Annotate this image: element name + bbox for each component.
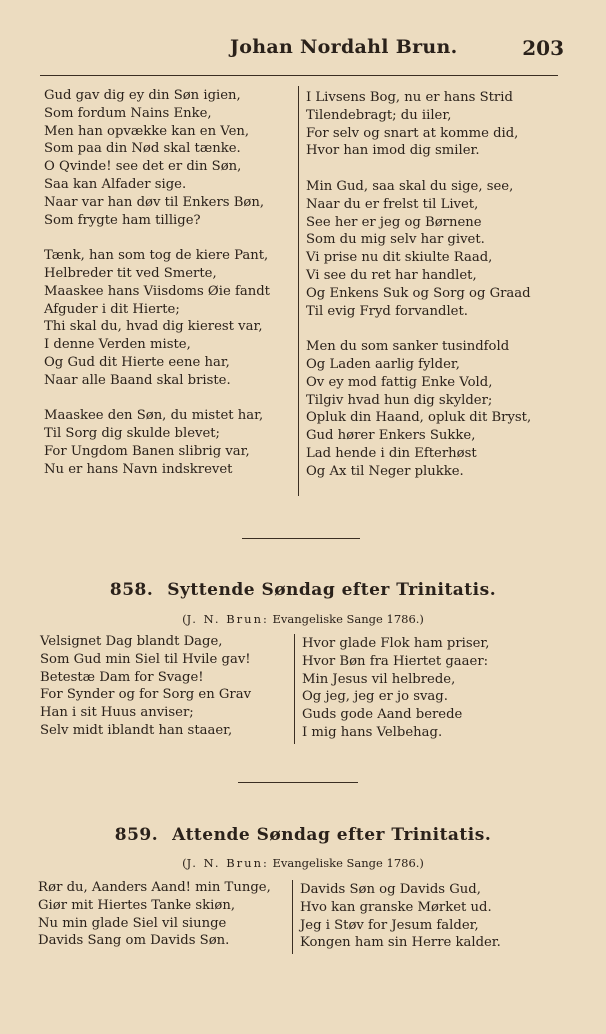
page-number: 203 [522, 36, 564, 60]
hymn-859-attribution [0, 856, 606, 870]
verse-line: I mig hans Velbehag. [302, 724, 443, 740]
verse-line: I denne Verden miste, [44, 337, 191, 353]
stanza [306, 178, 531, 320]
verse-line: Som Gud min Siel til Hvile gav! [40, 651, 251, 667]
hymn-858-left-column [40, 633, 251, 740]
verse-line: Nu er hans Navn indskrevet [44, 461, 233, 477]
verse-line: Og Ax til Neger plukke. [306, 463, 464, 479]
verse-line: Til Sorg dig skulde blevet; [44, 426, 220, 442]
verse-line: Hvor Bøn fra Hiertet gaaer: [302, 653, 489, 669]
hymn-859-right-column [300, 881, 501, 952]
verse-line: Og Gud dit Hierte eene har, [44, 354, 230, 370]
hymn-858-title [0, 580, 606, 600]
verse-line: Tilendebragt; du iiler, [306, 107, 452, 123]
verse-line: Giør mit Hiertes Tanke skiøn, [38, 897, 236, 913]
verse-line: Saa kan Alfader sige. [44, 176, 187, 192]
hymn-858-right-column [302, 635, 489, 742]
verse-line: Som frygte ham tillige? [44, 212, 201, 228]
verse-line: Naar var han døv til Enkers Bøn, [44, 194, 265, 210]
verse-line: O Qvinde! see det er din Søn, [44, 159, 242, 175]
verse-line: Naar alle Baand skal briste. [44, 372, 231, 388]
header-rule [40, 75, 558, 76]
top-right-column [306, 89, 531, 481]
verse-line: Betestæ Dam for Svage! [40, 669, 204, 685]
verse-line: Hvo kan granske Mørket ud. [300, 899, 492, 915]
verse-line: Som fordum Nains Enke, [44, 105, 212, 121]
attribution-author: J. N. Brun: [186, 612, 269, 626]
verse-line: Helbreder tit ved Smerte, [44, 265, 217, 281]
verse-line: Tænk, han som tog de kiere Pant, [44, 248, 269, 264]
verse-line: Hvor glade Flok ham priser, [302, 636, 490, 651]
verse-line: Afguder i dit Hierte; [44, 301, 180, 317]
attribution-source: Evangeliske Sange 1786.) [272, 612, 424, 626]
verse-line: Maaskee hans Viisdoms Øie fandt [44, 283, 270, 299]
verse-line: Selv midt iblandt han staaer, [40, 722, 233, 738]
verse-line: Han i sit Huus anviser; [40, 705, 194, 721]
hymn-number: 859. [114, 825, 159, 845]
verse-line: I Livsens Bog, nu er hans Strid [306, 90, 513, 105]
stanza [44, 407, 270, 478]
verse-line: Davids Søn og Davids Gud, [300, 882, 481, 897]
verse-line: Kongen ham sin Herre kalder. [300, 935, 501, 951]
verse-line: Vi see du ret har handlet, [306, 267, 477, 283]
stanza [44, 87, 270, 229]
verse-line: Velsignet Dag blandt Dage, [40, 634, 223, 649]
verse-line: Som du mig selv har givet. [306, 232, 485, 248]
verse-line: Ov ey mod fattig Enke Vold, [306, 374, 493, 390]
section-separator [242, 538, 360, 539]
hymn-859-left-column [38, 879, 271, 950]
stanza [306, 338, 531, 480]
hymn-number: 858. [109, 580, 154, 600]
stanza [44, 247, 270, 389]
page-header [40, 36, 566, 62]
hymn-859-title [0, 825, 606, 845]
stanza [306, 89, 531, 160]
verse-line: Naar du er frelst til Livet, [306, 196, 479, 212]
verse-line: Men du som sanker tusindfold [306, 339, 510, 355]
verse-line: For selv og snart at komme did, [306, 125, 519, 141]
attribution-source: Evangeliske Sange 1786.) [272, 856, 424, 870]
top-left-column [44, 87, 270, 479]
section-separator [238, 782, 358, 783]
verse-line: Men han opvække kan en Ven, [44, 123, 250, 139]
verse-line: Gud hører Enkers Sukke, [306, 428, 476, 444]
verse-line: Davids Sang om Davids Søn. [38, 933, 230, 949]
verse-line: Og Laden aarlig fylder, [306, 356, 460, 372]
verse-line: See her er jeg og Børnene [306, 214, 482, 230]
verse-line: Min Gud, saa skal du sige, see, [306, 178, 514, 194]
verse-line: Min Jesus vil helbrede, [302, 671, 456, 687]
verse-line: Gud gav dig ey din Søn igien, [44, 88, 241, 103]
column-divider [298, 86, 299, 496]
verse-line: Tilgiv hvad hun dig skylder; [306, 392, 493, 408]
verse-line: For Ungdom Banen slibrig var, [44, 443, 250, 459]
hymn-title-text: Syttende Søndag efter Trinitatis. [167, 580, 497, 600]
verse-line: Og Enkens Suk og Sorg og Graad [306, 285, 531, 301]
attribution-paren: ( [182, 612, 187, 626]
column-divider [294, 634, 295, 744]
column-divider [292, 880, 293, 954]
attribution-paren: ( [182, 856, 187, 870]
verse-line: Guds gode Aand berede [302, 707, 463, 723]
verse-line: Maaskee den Søn, du mistet har, [44, 408, 264, 424]
verse-line: For Synder og for Sorg en Grav [40, 687, 252, 703]
verse-line: Rør du, Aanders Aand! min Tunge, [38, 880, 271, 895]
verse-line: Hvor han imod dig smiler. [306, 143, 480, 159]
verse-line: Lad hende i din Efterhøst [306, 445, 477, 461]
verse-line: Vi prise nu dit skiulte Raad, [306, 250, 493, 266]
verse-line: Og jeg, jeg er jo svag. [302, 689, 448, 705]
verse-line: Til evig Fryd forvandlet. [306, 303, 468, 319]
verse-line: Thi skal du, hvad dig kierest var, [44, 319, 263, 335]
verse-line: Nu min glade Siel vil siunge [38, 915, 227, 931]
verse-line: Jeg i Støv for Jesum falder, [300, 917, 479, 933]
running-title: Johan Nordahl Brun. [230, 36, 458, 58]
verse-line: Som paa din Nød skal tænke. [44, 141, 241, 157]
hymn-858-attribution [0, 612, 606, 626]
verse-line: Opluk din Haand, opluk dit Bryst, [306, 410, 532, 426]
hymn-title-text: Attende Søndag efter Trinitatis. [172, 825, 492, 845]
attribution-author: J. N. Brun: [186, 856, 269, 870]
